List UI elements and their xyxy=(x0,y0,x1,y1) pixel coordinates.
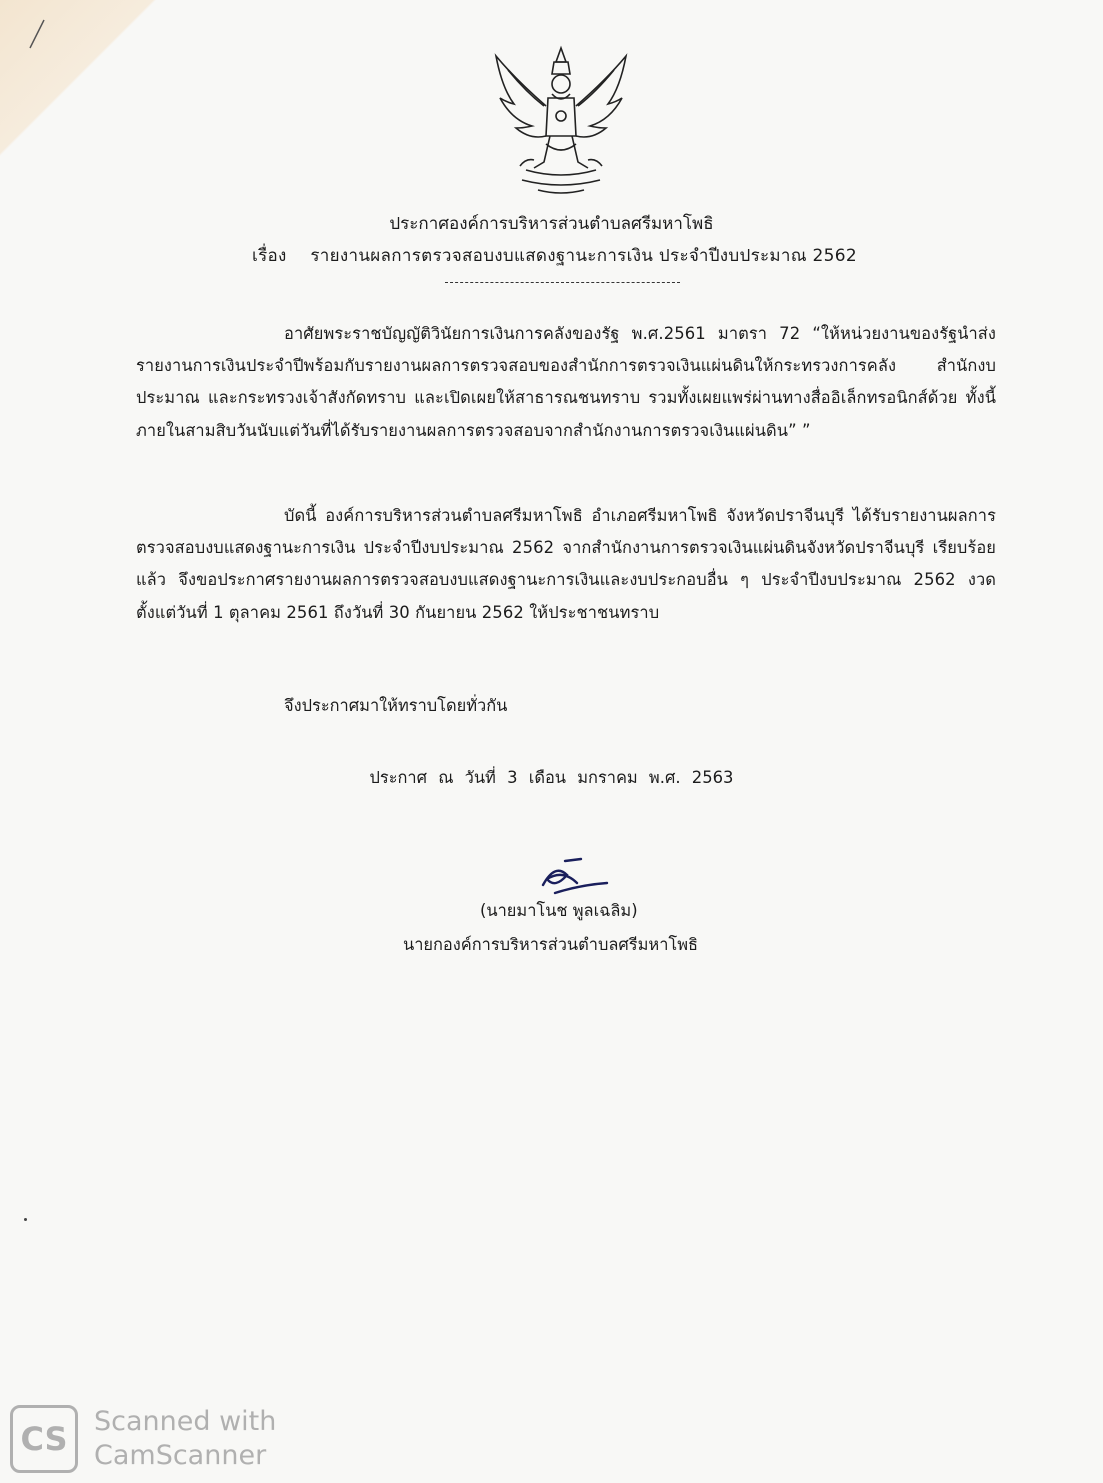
paragraph-announcement: บัดนี้ องค์การบริหารส่วนตำบลศรีมหาโพธิ อำเภอศรีมหาโพธิ จังหวัดปราจีนบุรี ได้รับรายงานผลการตรวจสอบงบแสดงฐานะการเงิน ประจำปีงบประมาณ 2562 จากสำนักงานการตรวจเงินแผ่นดินจังหวัดปราจีนบุรี เรียบร้อยแล้ว จึงขอประกาศรายงานผลการตรวจสอบงบแสดงฐานะการเงินและงบประกอบอื่น ๆ ประจำปีงบประมาณ 2562 งวดตั้งแต่วันที่ 1 ตุลาคม 2561 ถึงวันที่ 30 กันยายน 2562 ให้ประชาชนทราบ xyxy=(136,506,996,622)
signature-mark xyxy=(525,855,615,900)
corner-pen-mark xyxy=(0,0,60,60)
subject-text: รายงานผลการตรวจสอบงบแสดงฐานะการเงิน ประจำปีงบประมาณ 2562 xyxy=(310,246,858,266)
scanner-watermark xyxy=(10,1405,276,1473)
subject-label: เรื่อง xyxy=(252,246,287,266)
page-title: ประกาศองค์การบริหารส่วนตำบลศรีมหาโพธิ xyxy=(389,214,714,234)
camscanner-logo-icon: CS xyxy=(10,1405,78,1473)
watermark-line-1: Scanned with xyxy=(94,1406,277,1437)
watermark-line-2: CamScanner xyxy=(94,1440,267,1471)
signer-name: (นายมาโนช พูลเฉลิม) xyxy=(480,901,638,920)
scan-speck xyxy=(24,1218,27,1221)
subject-line xyxy=(252,242,857,269)
paragraph-legal-basis: อาศัยพระราชบัญญัติวินัยการเงินการคลังของรัฐ พ.ศ.2561 มาตรา 72 “ให้หน่วยงานของรัฐนำส่งรายงานการเงินประจำปีพร้อมกับรายงานผลการตรวจสอบของสำนักการตรวจเงินแผ่นดินให้กระทรวงการคลัง สำนักงบประมาณ และกระทรวงเจ้าสังกัดทราบ และเปิดเผยให้สาธารณชนทราบ รวมทั้งเผยแพร่ผ่านทางสื่ออิเล็กทรอนิกส์ด้วย ทั้งนี้ภายในสามสิบวันนับแต่วันที่ได้รับรายงานผลการตรวจสอบจากสำนักงานการตรวจเงินแผ่นดิน” ” xyxy=(136,324,996,440)
announcement-date: ประกาศ ณ วันที่ 3 เดือน มกราคม พ.ศ. 2563 xyxy=(369,768,734,787)
signer-position: นายกองค์การบริหารส่วนตำบลศรีมหาโพธิ xyxy=(403,935,699,954)
separator-line xyxy=(445,282,680,283)
garuda-emblem-icon xyxy=(486,40,636,200)
closing-statement: จึงประกาศมาให้ทราบโดยทั่วกัน xyxy=(284,696,508,715)
watermark-text xyxy=(94,1405,276,1473)
